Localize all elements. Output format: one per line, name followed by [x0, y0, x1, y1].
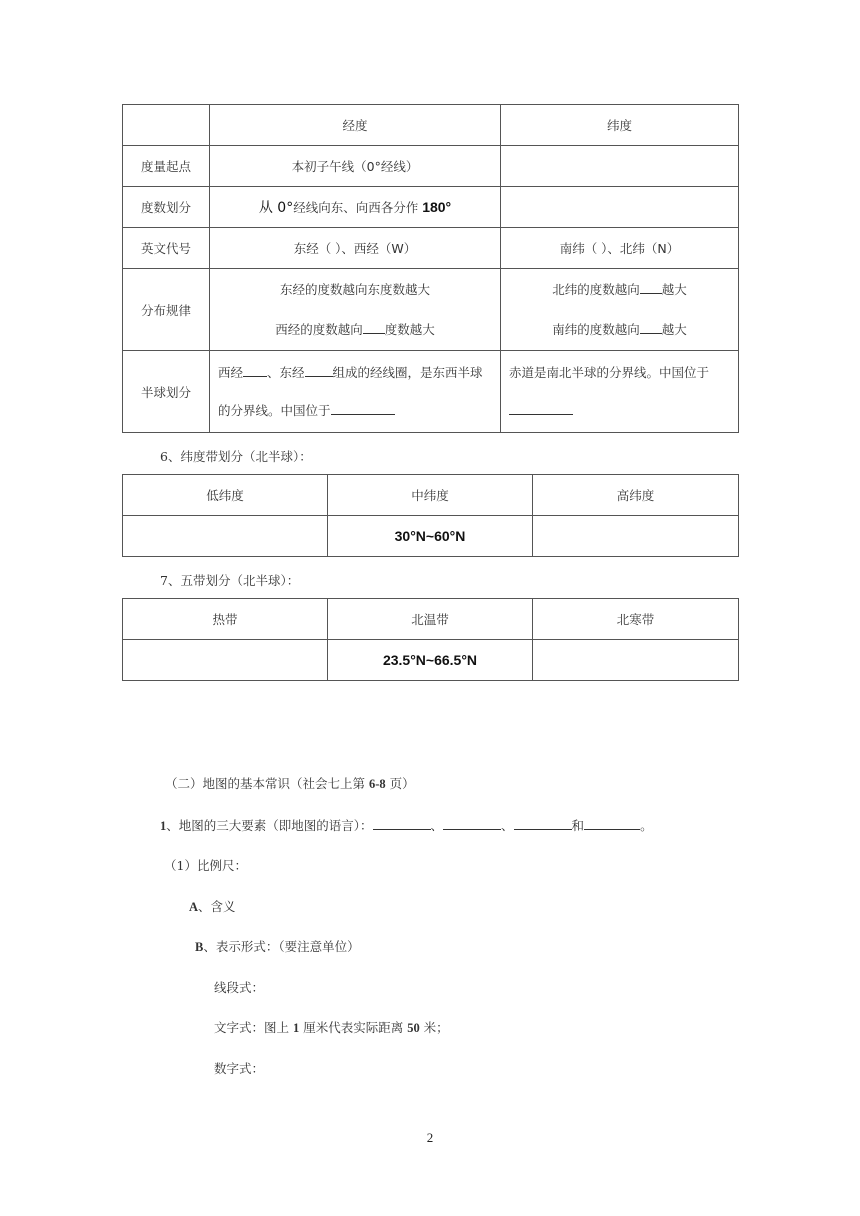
header-mid-latitude: 中纬度: [328, 475, 533, 516]
hemisphere-lon-line2: [218, 392, 500, 430]
table-row: [123, 105, 739, 146]
scale-subheading: （1）比例尺：: [164, 858, 247, 873]
form-line-segment: 线段式：: [214, 980, 265, 995]
value-low-latitude: [123, 516, 328, 557]
distribution-lon-line1: 东经的度数越向东度数越大: [279, 281, 430, 297]
row-label: 英文代号: [123, 228, 210, 269]
text-fragment: 和: [571, 818, 585, 833]
page-number: 2: [426, 1130, 434, 1145]
part-2-heading: [165, 774, 415, 792]
section-7-title: 7、五带划分（北半球）：: [160, 573, 300, 588]
row-label: 度量起点: [123, 146, 210, 187]
english-code-lon: 东经（ ）、西经（W）: [210, 228, 501, 269]
fill-blank: [363, 321, 385, 334]
value-high-latitude: [533, 516, 739, 557]
table-row: [123, 351, 739, 433]
header-longitude: 经度: [210, 105, 501, 146]
fill-blank: [243, 364, 267, 377]
degree-division-mid: 经线向东、向西各分作: [293, 200, 423, 215]
measure-origin-lat: [501, 146, 739, 187]
text-fragment: 米；: [419, 1020, 449, 1035]
distribution-lat-line1: [501, 270, 738, 310]
number: 50: [407, 1021, 420, 1035]
header-north-temperate: 北温带: [328, 599, 533, 640]
measure-origin-lon: [210, 146, 501, 187]
distribution-lat: [501, 269, 739, 351]
row-label: 度数划分: [123, 187, 210, 228]
degree-division-end: 180°: [422, 199, 452, 215]
text-fragment: 北纬的度数越向: [552, 281, 640, 297]
text-fragment: 南纬的度数越向: [552, 321, 640, 337]
item-number: 1: [160, 819, 167, 833]
hemisphere-lat-line1: 赤道是南北半球的分界线。中国位于: [509, 364, 710, 380]
value-north-temperate: 23.5°N~66.5°N: [328, 640, 533, 681]
table-row: [123, 516, 739, 557]
table-row: [123, 640, 739, 681]
table-row: [123, 599, 739, 640]
lon-lat-table: [122, 104, 739, 433]
fill-blank: [373, 817, 431, 830]
text-fragment: （二）地图的基本常识（社会七上第: [165, 776, 369, 791]
text-fragment: 度数越大: [384, 321, 435, 337]
table-row: [123, 187, 739, 228]
distribution-lon-line2: [210, 310, 500, 350]
degree-division-lat: [501, 187, 739, 228]
number: 1: [292, 1021, 300, 1035]
header-tropics: 热带: [123, 599, 328, 640]
value-mid-latitude: 30°N~60°N: [328, 516, 533, 557]
header-low-latitude: 低纬度: [123, 475, 328, 516]
page-range: 6-8: [368, 777, 386, 791]
header-blank-cell: [123, 105, 210, 146]
fill-blank: [331, 402, 395, 415]
text-fragment: 越大: [661, 281, 687, 297]
text-fragment: 的分界线。中国位于: [218, 402, 331, 418]
header-north-frigid: 北寒带: [533, 599, 739, 640]
table-row: [123, 475, 739, 516]
degree-division-lead: 从 0°: [258, 200, 294, 216]
english-code-lat: 南纬（ ）、北纬（N）: [501, 228, 739, 269]
map-elements-item: [160, 816, 653, 834]
item-letter: A: [189, 900, 199, 914]
hemisphere-lat: [501, 351, 739, 433]
distribution-lon: [210, 269, 501, 351]
hemisphere-lat-line2: [509, 392, 738, 430]
row-label: 半球划分: [123, 351, 210, 433]
fill-blank: [443, 817, 501, 830]
text-fragment: 、含义: [198, 899, 236, 914]
fill-blank: [509, 402, 573, 415]
text-fragment: 。: [640, 818, 653, 833]
text-fragment: 组成的经线圈，是东西半球: [332, 364, 483, 380]
fill-blank: [640, 281, 662, 294]
value-north-frigid: [533, 640, 739, 681]
text-fragment: 、地图的三大要素（即地图的语言）：: [166, 818, 373, 833]
item-letter: B: [195, 940, 204, 954]
hemisphere-lon: [210, 351, 501, 433]
text-fragment: 、东经: [267, 364, 305, 380]
hemisphere-lon-line1: [218, 354, 500, 392]
fill-blank: [584, 817, 640, 830]
scale-meaning: [189, 897, 236, 915]
value-tropics: [123, 640, 328, 681]
fill-blank: [640, 321, 662, 334]
five-zones-table: [122, 598, 739, 681]
table-row: [123, 228, 739, 269]
header-latitude: 纬度: [501, 105, 739, 146]
text-fragment: 文字式：图上: [214, 1020, 293, 1035]
text-fragment: 厘米代表实际距离: [299, 1020, 408, 1035]
text-fragment: 西经的度数越向: [275, 321, 363, 337]
row-label: 分布规律: [123, 269, 210, 351]
text-fragment: 、表示形式：（要注意单位）: [203, 939, 360, 954]
table-row: [123, 146, 739, 187]
degree-division-lon: [210, 187, 501, 228]
header-high-latitude: 高纬度: [533, 475, 739, 516]
latitude-zone-table: [122, 474, 739, 557]
text-fragment: 、: [501, 818, 514, 833]
section-6-title: 6、纬度带划分（北半球）：: [160, 449, 312, 464]
text-fragment: 西经: [218, 364, 244, 380]
measure-origin-lon-text: 本初子午线（0°经线）: [291, 159, 419, 174]
table-row: [123, 269, 739, 351]
text-fragment: 页）: [385, 776, 415, 791]
fill-blank: [514, 817, 572, 830]
text-fragment: 、: [430, 818, 444, 833]
form-text: [214, 1018, 449, 1036]
text-fragment: 越大: [661, 321, 687, 337]
scale-forms: [195, 937, 360, 955]
fill-blank: [305, 364, 333, 377]
form-numeric: 数字式：: [214, 1061, 265, 1076]
distribution-lat-line2: [501, 310, 738, 350]
